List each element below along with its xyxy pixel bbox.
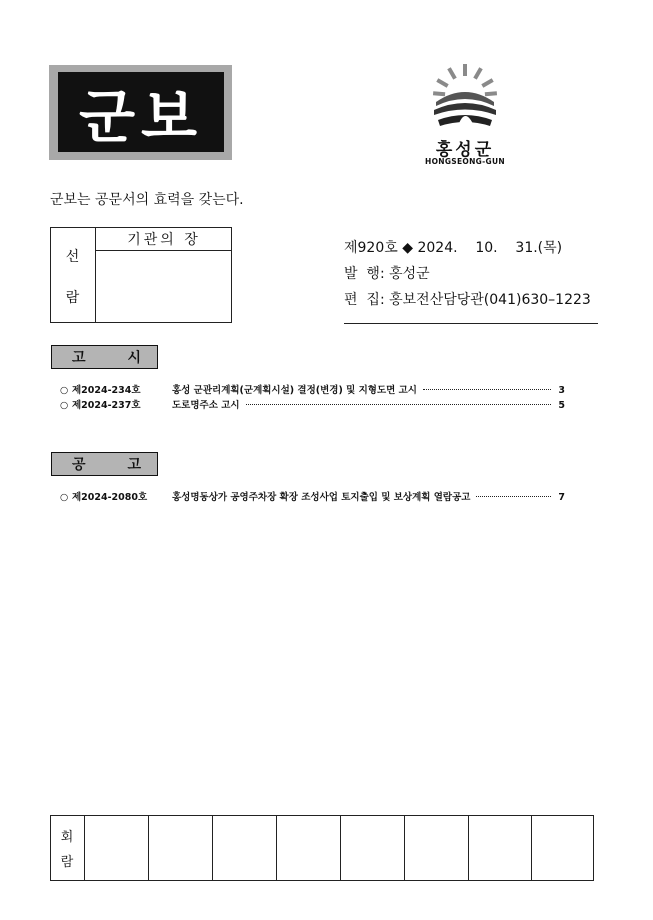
entry-title: 홍성 군관리계획(군계획시설) 결정(변경) 및 지형도면 고시: [172, 385, 417, 396]
entry-number: 제2024-2080호: [72, 492, 148, 503]
entry-title: 홍성명동상가 공영주차장 확장 조성사업 토지출입 및 보상계획 열람공고: [172, 492, 471, 503]
editor-value: 홍보전산담당관(041)630–1223: [389, 292, 591, 308]
dot-leader: [476, 496, 551, 497]
logo-name-korean: 홍성군: [435, 140, 495, 160]
hwiram-table: [50, 815, 594, 881]
entry-page: 5: [558, 400, 565, 411]
hwiram-column-divider: [148, 815, 149, 881]
hwiram-column-divider: [468, 815, 469, 881]
hwiram-column-divider: [84, 815, 85, 881]
hongseong-logo-icon: [428, 62, 502, 134]
logo-name-english: HONGSEONG-GUN: [425, 157, 505, 166]
seonram-header-rule: [95, 250, 232, 251]
section-header-char: 고: [72, 350, 86, 366]
legal-notice: 군보는 공문서의 효력을 갖는다.: [50, 192, 244, 208]
section-header-char: 공: [72, 457, 86, 473]
entry-number: 제2024-234호: [72, 385, 141, 396]
hwiram-label-top: 회: [60, 830, 74, 845]
publisher-value: 홍성군: [389, 266, 430, 282]
editor-label: 편 집:: [344, 292, 385, 308]
section-header-char: 고: [127, 457, 142, 473]
bullet-circle-icon: ○: [60, 492, 69, 503]
section-header-gosi: [51, 345, 158, 369]
entry-page: 7: [558, 492, 565, 503]
list-item[interactable]: [60, 382, 565, 396]
list-item[interactable]: [60, 397, 565, 411]
info-rule: [344, 323, 598, 324]
issue-bullet: ◆: [402, 240, 414, 256]
hwiram-column-divider: [340, 815, 341, 881]
hwiram-column-divider: [404, 815, 405, 881]
entry-page: 3: [558, 385, 565, 396]
entry-title: 도로명주소 고시: [172, 400, 240, 411]
hwiram-column-divider: [212, 815, 213, 881]
masthead-title: 군보: [78, 83, 204, 151]
seonram-column-header: 기관의 장: [127, 232, 201, 248]
issue-date: 2024. 10. 31.(목): [417, 240, 563, 256]
section-header-gonggo: [51, 452, 158, 476]
hwiram-column-divider: [276, 815, 277, 881]
seonram-label-bottom: 람: [65, 290, 80, 306]
editor-line: [344, 289, 591, 309]
hwiram-label-bottom: 람: [60, 855, 74, 870]
dot-leader: [423, 389, 551, 390]
publisher-label: 발 행:: [344, 266, 385, 282]
dot-leader: [246, 404, 551, 405]
section-header-char: 시: [127, 350, 142, 366]
list-item[interactable]: [60, 489, 565, 503]
bullet-circle-icon: ○: [60, 400, 69, 411]
seonram-label-top: 선: [65, 249, 80, 265]
entry-number: 제2024-237호: [72, 400, 141, 411]
publisher-line: [344, 263, 430, 283]
hwiram-column-divider: [531, 815, 532, 881]
issue-number: 제920호: [344, 240, 398, 256]
issue-line: [344, 237, 562, 257]
bullet-circle-icon: ○: [60, 385, 69, 396]
